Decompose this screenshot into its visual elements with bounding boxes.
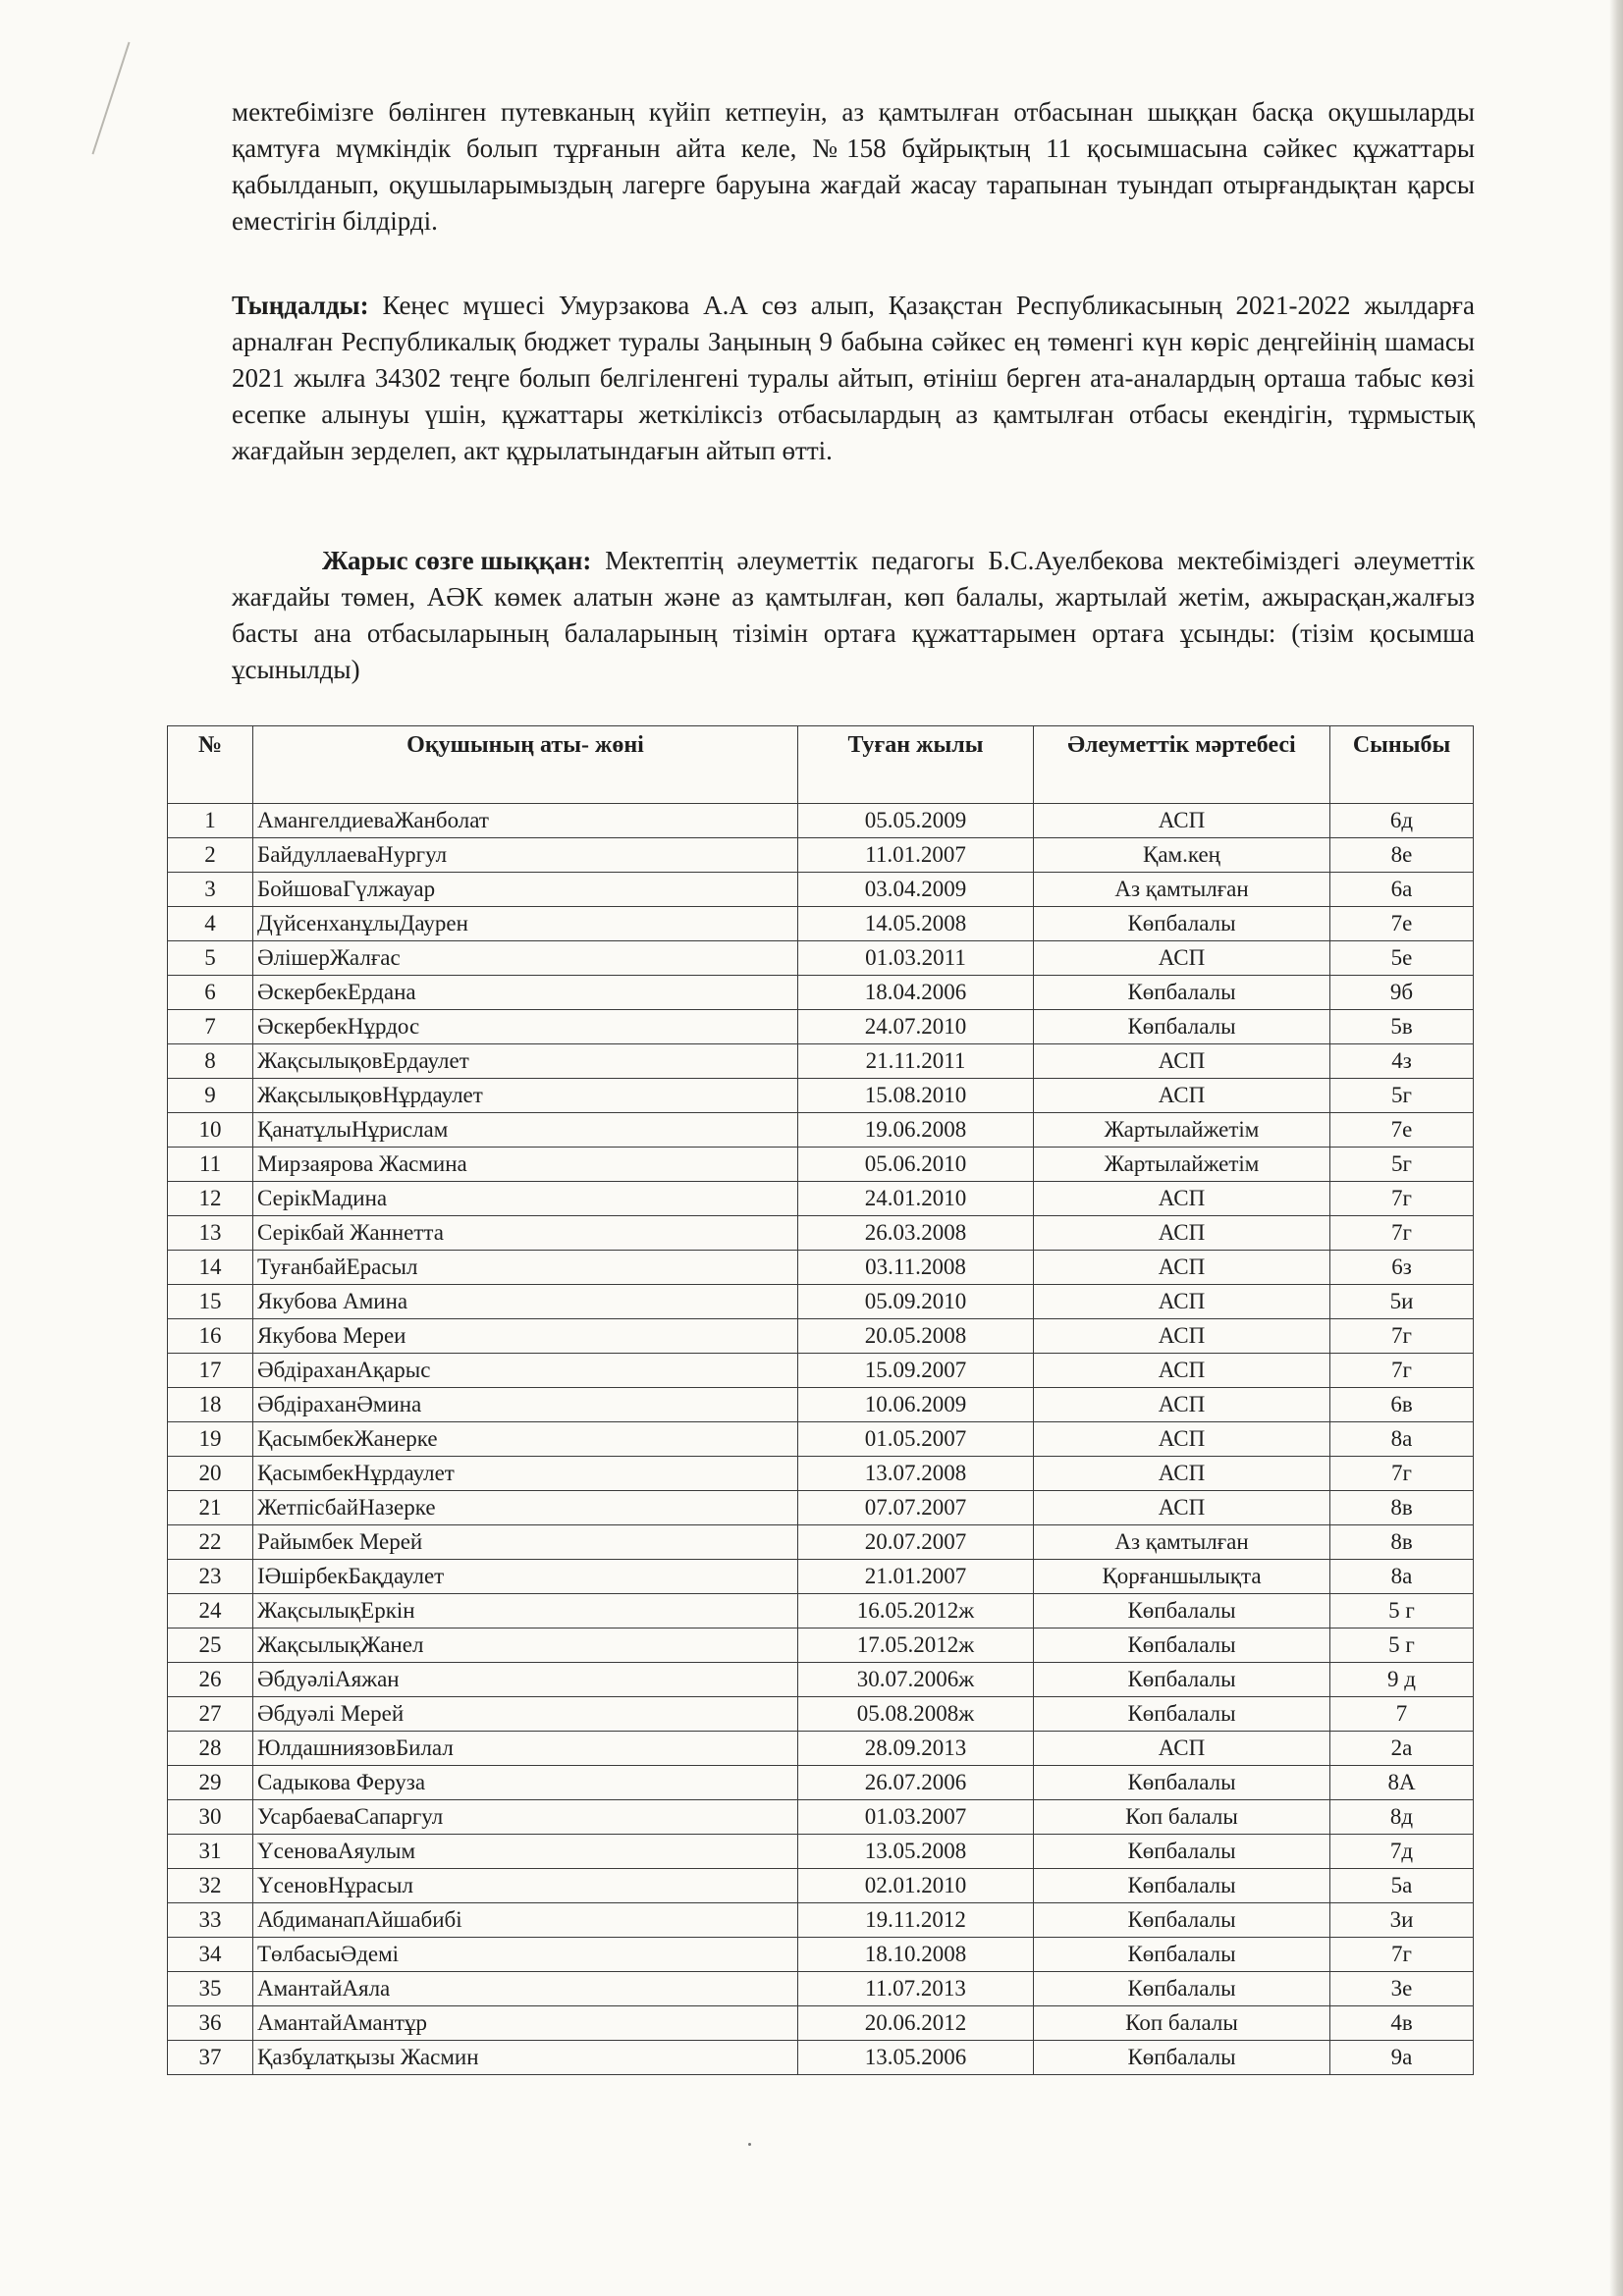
row-number: 20 bbox=[168, 1457, 253, 1491]
student-name: Садыкова Феруза bbox=[253, 1766, 798, 1800]
table-row bbox=[168, 873, 1474, 907]
social-status: Көпбалалы bbox=[1034, 1766, 1330, 1800]
paragraph-debate bbox=[232, 543, 1475, 688]
birth-date: 10.06.2009 bbox=[798, 1388, 1034, 1422]
class-name: 7г bbox=[1330, 1182, 1474, 1216]
row-number: 22 bbox=[168, 1525, 253, 1560]
table-row bbox=[168, 976, 1474, 1010]
birth-date: 07.07.2007 bbox=[798, 1491, 1034, 1525]
row-number: 25 bbox=[168, 1629, 253, 1663]
student-name: ҚанатұлыНұрислам bbox=[253, 1113, 798, 1148]
student-name: Якубова Мереи bbox=[253, 1319, 798, 1354]
table-row bbox=[168, 1938, 1474, 1972]
row-number: 34 bbox=[168, 1938, 253, 1972]
table-row bbox=[168, 1285, 1474, 1319]
social-status: Көпбалалы bbox=[1034, 976, 1330, 1010]
birth-date: 11.07.2013 bbox=[798, 1972, 1034, 2006]
row-number: 10 bbox=[168, 1113, 253, 1148]
class-name: 7г bbox=[1330, 1216, 1474, 1251]
birth-date: 17.05.2012ж bbox=[798, 1629, 1034, 1663]
social-status: Көпбалалы bbox=[1034, 1835, 1330, 1869]
social-status: Жартылайжетім bbox=[1034, 1113, 1330, 1148]
social-status: АСП bbox=[1034, 1319, 1330, 1354]
student-name: БайдуллаеваНургул bbox=[253, 838, 798, 873]
class-name: 9б bbox=[1330, 976, 1474, 1010]
row-number: 21 bbox=[168, 1491, 253, 1525]
class-name: 3и bbox=[1330, 1903, 1474, 1938]
class-name: 7д bbox=[1330, 1835, 1474, 1869]
class-name: 5и bbox=[1330, 1285, 1474, 1319]
class-name: 2а bbox=[1330, 1732, 1474, 1766]
student-name: Райымбек Мерей bbox=[253, 1525, 798, 1560]
table-row bbox=[168, 2041, 1474, 2075]
row-number: 27 bbox=[168, 1697, 253, 1732]
table-row bbox=[168, 1629, 1474, 1663]
table-row bbox=[168, 2006, 1474, 2041]
birth-date: 15.09.2007 bbox=[798, 1354, 1034, 1388]
class-name: 5г bbox=[1330, 1148, 1474, 1182]
social-status: Көпбалалы bbox=[1034, 907, 1330, 941]
student-name: Әбдуәлі Мерей bbox=[253, 1697, 798, 1732]
birth-date: 30.07.2006ж bbox=[798, 1663, 1034, 1697]
birth-date: 01.05.2007 bbox=[798, 1422, 1034, 1457]
birth-date: 28.09.2013 bbox=[798, 1732, 1034, 1766]
row-number: 36 bbox=[168, 2006, 253, 2041]
birth-date: 03.11.2008 bbox=[798, 1251, 1034, 1285]
table-row bbox=[168, 907, 1474, 941]
social-status: АСП bbox=[1034, 1491, 1330, 1525]
table-row bbox=[168, 1422, 1474, 1457]
social-status: АСП bbox=[1034, 804, 1330, 838]
table-row bbox=[168, 1594, 1474, 1629]
row-number: 37 bbox=[168, 2041, 253, 2075]
social-status: Көпбалалы bbox=[1034, 1938, 1330, 1972]
class-name: 6а bbox=[1330, 873, 1474, 907]
class-name: 5г bbox=[1330, 1079, 1474, 1113]
paragraph-text: Кеңес мүшесі Умурзакова А.А сөз алып, Қазақстан Республикасының 2021-2022 жылдарға арналған Республикалық бюджет туралы Заңының 9 бабына сәйкес ең төменгі күн көріс деңгейінің шамасы 2021 жылға 34302 теңге болып белгіленгені туралы айтып, өтініш берген ата-аналардың орташа табыс көзі есепке алынуы үшін, құжаттары жеткіліксіз отбасылардың аз қамтылған отбасы екендігін, тұрмыстық жағдайын зерделеп, акт құрылатындағын айтып өтті. bbox=[232, 291, 1475, 465]
row-number: 12 bbox=[168, 1182, 253, 1216]
birth-date: 26.03.2008 bbox=[798, 1216, 1034, 1251]
row-number: 29 bbox=[168, 1766, 253, 1800]
student-name: АмангелдиеваЖанболат bbox=[253, 804, 798, 838]
birth-date: 05.08.2008ж bbox=[798, 1697, 1034, 1732]
student-name: Якубова Амина bbox=[253, 1285, 798, 1319]
table-row bbox=[168, 1663, 1474, 1697]
social-status: АСП bbox=[1034, 1354, 1330, 1388]
birth-date: 19.06.2008 bbox=[798, 1113, 1034, 1148]
table-header-row bbox=[168, 726, 1474, 804]
social-status: АСП bbox=[1034, 1251, 1330, 1285]
paragraph-text: мектебімізге бөлінген путевканың күйіп кетпеуін, аз қамтылған отбасынан шыққан басқа оқушыларды қамтуға мүмкіндік болып тұрғанын айта келе, №158 бұйрықтың 11 қосымшасына сәйкес құжаттары қабылданып, оқушыларымыздың лагерге баруына жағдай жасау тарапынан туындап отырғандықтан қарсы еместігін білдірді. bbox=[232, 97, 1475, 236]
birth-date: 02.01.2010 bbox=[798, 1869, 1034, 1903]
table-row bbox=[168, 1457, 1474, 1491]
class-name: 7е bbox=[1330, 1113, 1474, 1148]
row-number: 24 bbox=[168, 1594, 253, 1629]
students-table bbox=[167, 725, 1474, 2075]
class-name: 3е bbox=[1330, 1972, 1474, 2006]
class-name: 6з bbox=[1330, 1251, 1474, 1285]
row-number: 33 bbox=[168, 1903, 253, 1938]
class-name: 8а bbox=[1330, 1560, 1474, 1594]
class-name: 4в bbox=[1330, 2006, 1474, 2041]
birth-date: 05.05.2009 bbox=[798, 804, 1034, 838]
birth-date: 24.01.2010 bbox=[798, 1182, 1034, 1216]
row-number: 11 bbox=[168, 1148, 253, 1182]
social-status: Жартылайжетім bbox=[1034, 1148, 1330, 1182]
social-status: Коп балалы bbox=[1034, 1800, 1330, 1835]
social-status: АСП bbox=[1034, 1044, 1330, 1079]
scan-mark bbox=[92, 42, 131, 155]
student-name: ЖақсылықовНұрдаулет bbox=[253, 1079, 798, 1113]
class-name: 5е bbox=[1330, 941, 1474, 976]
student-name: АбдиманапАйшабибі bbox=[253, 1903, 798, 1938]
table-row bbox=[168, 1319, 1474, 1354]
table-row bbox=[168, 941, 1474, 976]
birth-date: 21.01.2007 bbox=[798, 1560, 1034, 1594]
class-name: 8д bbox=[1330, 1800, 1474, 1835]
paragraph-continuation bbox=[232, 94, 1475, 240]
row-number: 2 bbox=[168, 838, 253, 873]
row-number: 13 bbox=[168, 1216, 253, 1251]
social-status: Қорғаншылықта bbox=[1034, 1560, 1330, 1594]
table-row bbox=[168, 1766, 1474, 1800]
social-status: Аз қамтылған bbox=[1034, 1525, 1330, 1560]
table-row bbox=[168, 1251, 1474, 1285]
social-status: Көпбалалы bbox=[1034, 1697, 1330, 1732]
row-number: 28 bbox=[168, 1732, 253, 1766]
row-number: 9 bbox=[168, 1079, 253, 1113]
social-status: АСП bbox=[1034, 1285, 1330, 1319]
row-number: 1 bbox=[168, 804, 253, 838]
class-name: 7е bbox=[1330, 907, 1474, 941]
table-row bbox=[168, 1903, 1474, 1938]
student-name: ҚасымбекЖанерке bbox=[253, 1422, 798, 1457]
social-status: Көпбалалы bbox=[1034, 2041, 1330, 2075]
social-status: АСП bbox=[1034, 1216, 1330, 1251]
social-status: АСП bbox=[1034, 1079, 1330, 1113]
row-number: 14 bbox=[168, 1251, 253, 1285]
student-name: ҮсеновНұрасыл bbox=[253, 1869, 798, 1903]
table-row bbox=[168, 1044, 1474, 1079]
birth-date: 18.10.2008 bbox=[798, 1938, 1034, 1972]
table-row bbox=[168, 1491, 1474, 1525]
table-row bbox=[168, 1835, 1474, 1869]
row-number: 3 bbox=[168, 873, 253, 907]
table-row bbox=[168, 1800, 1474, 1835]
social-status: АСП bbox=[1034, 1457, 1330, 1491]
social-status: АСП bbox=[1034, 1388, 1330, 1422]
social-status: Көпбалалы bbox=[1034, 1903, 1330, 1938]
birth-date: 13.05.2008 bbox=[798, 1835, 1034, 1869]
class-name: 4з bbox=[1330, 1044, 1474, 1079]
social-status: АСП bbox=[1034, 1422, 1330, 1457]
student-name: УсарбаеваСапаргул bbox=[253, 1800, 798, 1835]
table-row bbox=[168, 1182, 1474, 1216]
class-name: 5в bbox=[1330, 1010, 1474, 1044]
social-status: АСП bbox=[1034, 941, 1330, 976]
class-name: 5 г bbox=[1330, 1594, 1474, 1629]
header-class: Сыныбы bbox=[1330, 726, 1474, 804]
student-name: ҚасымбекНұрдаулет bbox=[253, 1457, 798, 1491]
class-name: 6в bbox=[1330, 1388, 1474, 1422]
table-row bbox=[168, 838, 1474, 873]
social-status: Коп балалы bbox=[1034, 2006, 1330, 2041]
row-number: 15 bbox=[168, 1285, 253, 1319]
class-name: 7г bbox=[1330, 1457, 1474, 1491]
birth-date: 13.07.2008 bbox=[798, 1457, 1034, 1491]
student-name: ЖетпісбайНазерке bbox=[253, 1491, 798, 1525]
student-name: АмантайАмантұр bbox=[253, 2006, 798, 2041]
student-name: ЮлдашниязовБилал bbox=[253, 1732, 798, 1766]
row-number: 16 bbox=[168, 1319, 253, 1354]
paragraph-heard bbox=[232, 288, 1475, 469]
birth-date: 21.11.2011 bbox=[798, 1044, 1034, 1079]
student-name: ЖақсылықовЕрдаулет bbox=[253, 1044, 798, 1079]
row-number: 8 bbox=[168, 1044, 253, 1079]
birth-date: 20.05.2008 bbox=[798, 1319, 1034, 1354]
birth-date: 05.09.2010 bbox=[798, 1285, 1034, 1319]
student-name: ӘлішерЖалғас bbox=[253, 941, 798, 976]
student-name: ӘбдіраханӘмина bbox=[253, 1388, 798, 1422]
row-number: 32 bbox=[168, 1869, 253, 1903]
student-name: БойшоваГүлжауар bbox=[253, 873, 798, 907]
class-name: 8в bbox=[1330, 1491, 1474, 1525]
social-status: АСП bbox=[1034, 1182, 1330, 1216]
class-name: 9 д bbox=[1330, 1663, 1474, 1697]
row-number: 30 bbox=[168, 1800, 253, 1835]
class-name: 8а bbox=[1330, 1422, 1474, 1457]
birth-date: 18.04.2006 bbox=[798, 976, 1034, 1010]
student-name: ӘскербекЕрдана bbox=[253, 976, 798, 1010]
social-status: Қам.кең bbox=[1034, 838, 1330, 873]
row-number: 7 bbox=[168, 1010, 253, 1044]
table-row bbox=[168, 1010, 1474, 1044]
student-name: ДүйсенханұлыДаурен bbox=[253, 907, 798, 941]
class-name: 8А bbox=[1330, 1766, 1474, 1800]
student-name: ҮсеноваАяулым bbox=[253, 1835, 798, 1869]
birth-date: 14.05.2008 bbox=[798, 907, 1034, 941]
class-name: 5а bbox=[1330, 1869, 1474, 1903]
class-name: 7г bbox=[1330, 1319, 1474, 1354]
class-name: 7г bbox=[1330, 1354, 1474, 1388]
student-name: ӘскербекНұрдос bbox=[253, 1010, 798, 1044]
paragraph-lead: Жарыс сөзге шыққан: bbox=[322, 546, 592, 575]
student-name: СерікМадина bbox=[253, 1182, 798, 1216]
student-name: Мирзаярова Жасмина bbox=[253, 1148, 798, 1182]
student-name: ЖақсылықЕркін bbox=[253, 1594, 798, 1629]
scan-dot bbox=[748, 2143, 751, 2146]
class-name: 8в bbox=[1330, 1525, 1474, 1560]
row-number: 35 bbox=[168, 1972, 253, 2006]
row-number: 23 bbox=[168, 1560, 253, 1594]
birth-date: 15.08.2010 bbox=[798, 1079, 1034, 1113]
table-row bbox=[168, 1148, 1474, 1182]
student-name: ТуғанбайЕрасыл bbox=[253, 1251, 798, 1285]
birth-date: 01.03.2011 bbox=[798, 941, 1034, 976]
birth-date: 05.06.2010 bbox=[798, 1148, 1034, 1182]
student-name: АмантайАяла bbox=[253, 1972, 798, 2006]
birth-date: 26.07.2006 bbox=[798, 1766, 1034, 1800]
row-number: 4 bbox=[168, 907, 253, 941]
table-row bbox=[168, 1972, 1474, 2006]
table-row bbox=[168, 1388, 1474, 1422]
student-name: ІӘшірбекБақдаулет bbox=[253, 1560, 798, 1594]
table-row bbox=[168, 1869, 1474, 1903]
table-row bbox=[168, 1079, 1474, 1113]
row-number: 31 bbox=[168, 1835, 253, 1869]
class-name: 9а bbox=[1330, 2041, 1474, 2075]
row-number: 6 bbox=[168, 976, 253, 1010]
birth-date: 20.07.2007 bbox=[798, 1525, 1034, 1560]
row-number: 19 bbox=[168, 1422, 253, 1457]
header-social-status: Әлеуметтік мәртебесі bbox=[1034, 726, 1330, 804]
class-name: 6д bbox=[1330, 804, 1474, 838]
social-status: АСП bbox=[1034, 1732, 1330, 1766]
birth-date: 11.01.2007 bbox=[798, 838, 1034, 873]
birth-date: 19.11.2012 bbox=[798, 1903, 1034, 1938]
social-status: Көпбалалы bbox=[1034, 1594, 1330, 1629]
social-status: Аз қамтылған bbox=[1034, 873, 1330, 907]
row-number: 17 bbox=[168, 1354, 253, 1388]
birth-date: 24.07.2010 bbox=[798, 1010, 1034, 1044]
table-row bbox=[168, 1113, 1474, 1148]
class-name: 8е bbox=[1330, 838, 1474, 873]
social-status: Көпбалалы bbox=[1034, 1663, 1330, 1697]
birth-date: 16.05.2012ж bbox=[798, 1594, 1034, 1629]
scan-edge bbox=[1609, 0, 1623, 2296]
social-status: Көпбалалы bbox=[1034, 1629, 1330, 1663]
social-status: Көпбалалы bbox=[1034, 1869, 1330, 1903]
paragraph-text: Мектептің әлеуметтік педагогы Б.С.Ауелбекова мектебіміздегі әлеуметтік жағдайы төмен, АӘК көмек алатын және аз қамтылған, көп балалы, жартылай жетім, ажырасқан,жалғыз басты ана отбасыларының балаларының тізімін ортаға құжаттарымен ортаға ұсынды: (тізім қосымша ұсынылды) bbox=[232, 546, 1475, 684]
birth-date: 13.05.2006 bbox=[798, 2041, 1034, 2075]
table-row bbox=[168, 1697, 1474, 1732]
social-status: Көпбалалы bbox=[1034, 1010, 1330, 1044]
paragraph-lead: Тыңдалды: bbox=[232, 291, 369, 320]
birth-date: 20.06.2012 bbox=[798, 2006, 1034, 2041]
student-name: Серікбай Жаннетта bbox=[253, 1216, 798, 1251]
social-status: Көпбалалы bbox=[1034, 1972, 1330, 2006]
birth-date: 03.04.2009 bbox=[798, 873, 1034, 907]
table-row bbox=[168, 1525, 1474, 1560]
class-name: 5 г bbox=[1330, 1629, 1474, 1663]
class-name: 7г bbox=[1330, 1938, 1474, 1972]
row-number: 18 bbox=[168, 1388, 253, 1422]
header-name: Оқушының аты- жөні bbox=[253, 726, 798, 804]
table-row bbox=[168, 804, 1474, 838]
birth-date: 01.03.2007 bbox=[798, 1800, 1034, 1835]
header-number: № bbox=[168, 726, 253, 804]
row-number: 5 bbox=[168, 941, 253, 976]
student-name: ТөлбасыӘдемі bbox=[253, 1938, 798, 1972]
header-birth-year: Туған жылы bbox=[798, 726, 1034, 804]
table-row bbox=[168, 1732, 1474, 1766]
student-name: ЖақсылықЖанел bbox=[253, 1629, 798, 1663]
table-row bbox=[168, 1560, 1474, 1594]
table-row bbox=[168, 1216, 1474, 1251]
table-row bbox=[168, 1354, 1474, 1388]
student-name: ӘбдуәліАяжан bbox=[253, 1663, 798, 1697]
student-name: ӘбдіраханАқарыс bbox=[253, 1354, 798, 1388]
class-name: 7 bbox=[1330, 1697, 1474, 1732]
student-name: Қазбұлатқызы Жасмин bbox=[253, 2041, 798, 2075]
row-number: 26 bbox=[168, 1663, 253, 1697]
